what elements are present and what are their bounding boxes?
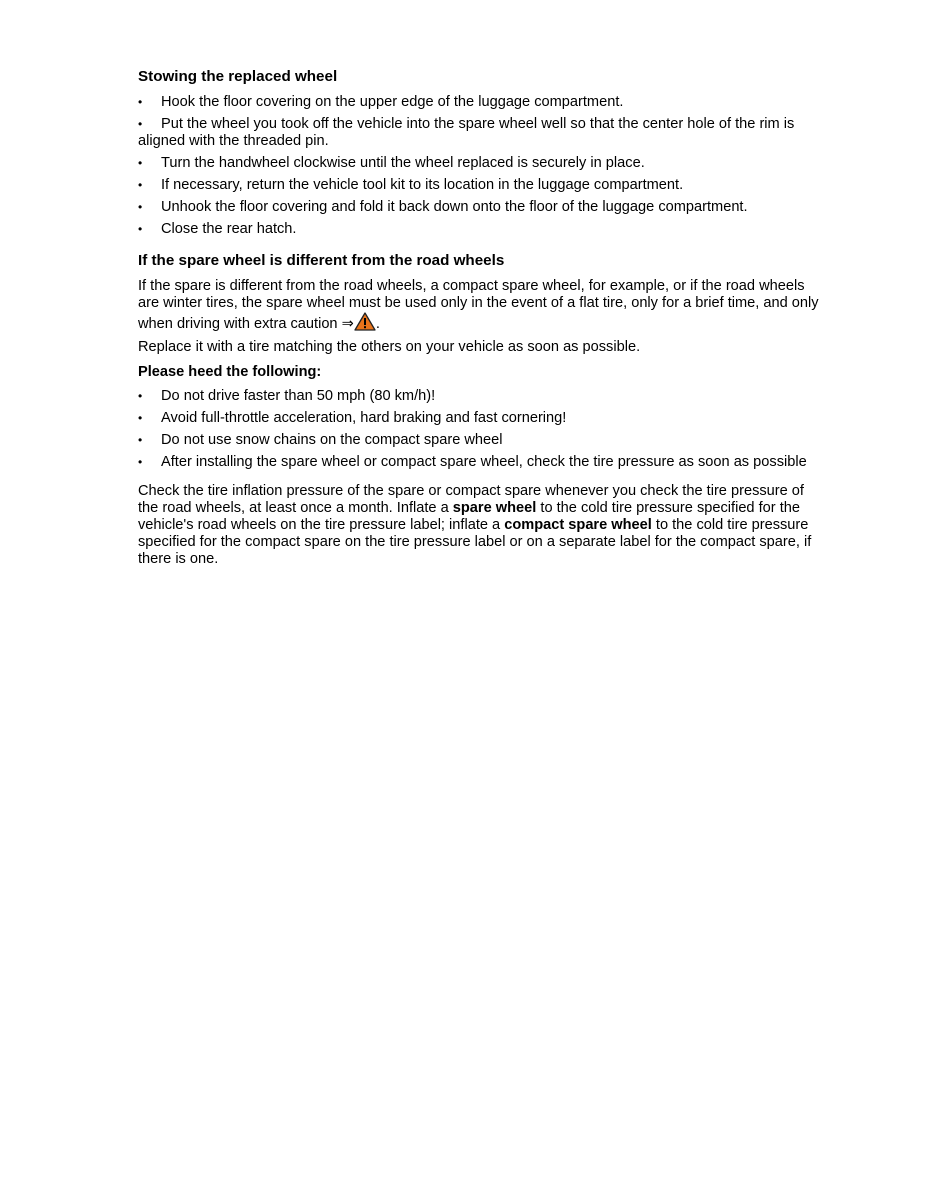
replace-paragraph: Replace it with a tire matching the others on your vehicle as soon as possible. xyxy=(138,339,641,355)
list-item: •If necessary, return the vehicle tool kit to its location in the luggage compartment. xyxy=(138,177,823,194)
list-item: •Hook the floor covering on the upper edge of the luggage compartment. xyxy=(138,94,823,111)
bullet-icon xyxy=(138,199,161,216)
list-item: •After installing the spare wheel or compact spare wheel, check the tire pressure as soon as possible xyxy=(138,454,823,471)
bullet-icon xyxy=(138,454,161,471)
stowing-steps-list xyxy=(138,94,823,238)
section-heading-different-spare: If the spare wheel is different from the road wheels xyxy=(138,252,505,269)
list-item: •Do not use snow chains on the compact spare wheel xyxy=(138,432,823,449)
list-item: •Avoid full-throttle acceleration, hard braking and fast cornering! xyxy=(138,410,823,427)
list-item: •Do not drive faster than 50 mph (80 km/h)! xyxy=(138,388,823,405)
spare-usage-paragraph: If the spare is different from the road wheels, a compact spare wheel, for example, or if the road wheels are winter tires, the spare wheel must be used only in the event of a flat tire, only for a brief time, and only when driving with extra caution ⇒ . xyxy=(138,278,819,332)
list-item: •Close the rear hatch. xyxy=(138,221,823,238)
bullet-icon xyxy=(138,155,161,172)
bullet-icon xyxy=(138,177,161,194)
list-item: •Put the wheel you took off the vehicle into the spare wheel well so that the center hole of the rim is aligned with the threaded pin. xyxy=(138,116,823,150)
heed-list xyxy=(138,388,823,471)
bullet-icon xyxy=(138,94,161,111)
bullet-icon xyxy=(138,432,161,449)
bullet-icon xyxy=(138,116,161,133)
section-heading-stowing: Stowing the replaced wheel xyxy=(138,68,338,85)
document-page xyxy=(138,68,823,574)
list-item: •Unhook the floor covering and fold it back down onto the floor of the luggage compartment. xyxy=(138,199,823,216)
warning-triangle-icon[interactable] xyxy=(354,312,376,331)
inflation-paragraph: Check the tire inflation pressure of the spare or compact spare whenever you check the tire pressure of the road wheels, at least once a month. Inflate a spare wheel to the cold tire pressure specified for the vehicle's road wheels on the tire pressure label; inflate a compact spare wheel to the cold tire pressure specified for the compact spare on the tire pressure label or on a separate label for the compact spare, if there is one. xyxy=(138,483,812,567)
list-item: •Turn the handwheel clockwise until the wheel replaced is securely in place. xyxy=(138,155,823,172)
bullet-icon xyxy=(138,410,161,427)
heed-label: Please heed the following: xyxy=(138,364,322,380)
bullet-icon xyxy=(138,388,161,405)
bullet-icon xyxy=(138,221,161,238)
